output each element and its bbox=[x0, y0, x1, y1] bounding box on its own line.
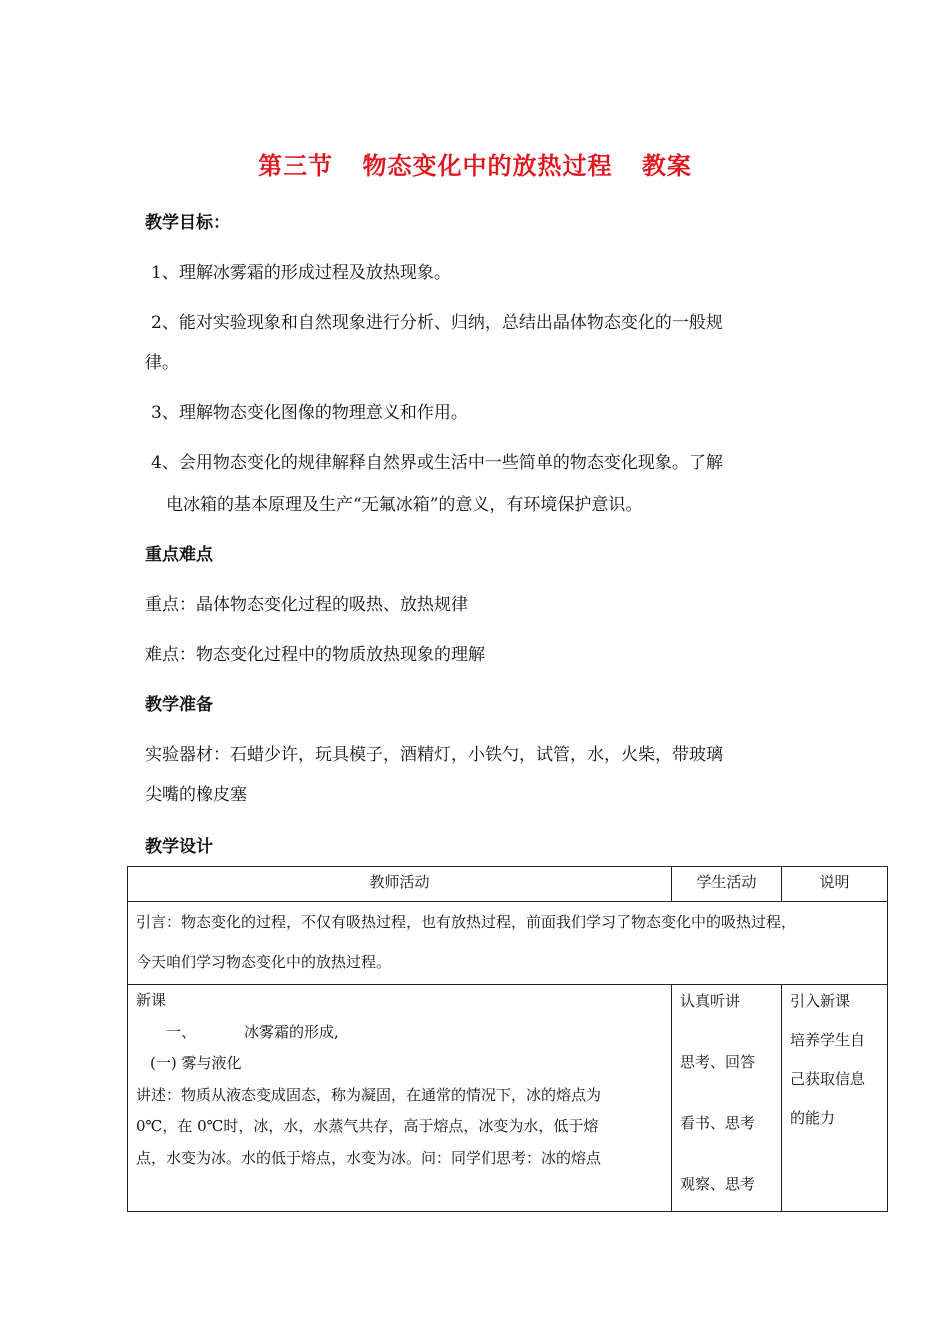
table-row-new-lesson bbox=[128, 985, 888, 1212]
teacher-line-new-lesson: 新课 bbox=[136, 991, 167, 1009]
notes-line-4: 的能力 bbox=[790, 1109, 836, 1127]
objective-3: 3、理解物态变化图像的物理意义和作用。 bbox=[151, 403, 468, 423]
teacher-line-lecture-1: 讲述：物质从液态变成固态，称为凝固，在通常的情况下，冰的熔点为 bbox=[136, 1085, 602, 1104]
preparation-line2: 尖嘴的橡皮塞 bbox=[145, 785, 247, 805]
objective-1: 1、理解冰雾霜的形成过程及放热现象。 bbox=[151, 263, 451, 283]
teacher-activity-cell bbox=[128, 985, 672, 1212]
header-notes: 说明 bbox=[782, 867, 888, 902]
title-topic: 物态变化中的放热过程 bbox=[362, 152, 613, 180]
intro-line-2: 今天咱们学习物态变化中的放热过程。 bbox=[136, 953, 392, 971]
title-doc-type: 教案 bbox=[641, 152, 692, 180]
key-points-heading: 重点难点 bbox=[145, 545, 213, 565]
objective-2-line1: 2、能对实验现象和自然现象进行分析、归纳，总结出晶体物态变化的一般规 bbox=[151, 313, 723, 333]
teacher-line-lecture-3: 点，水变为冰。水的低于熔点，水变为冰。问：同学们思考：冰的熔点 bbox=[136, 1148, 602, 1167]
objective-2-line2: 律。 bbox=[145, 353, 179, 373]
student-activity-cell bbox=[672, 985, 782, 1212]
student-line-2: 思考、回答 bbox=[680, 1053, 756, 1071]
teacher-line-subsection: (一) 雾与液化 bbox=[150, 1054, 242, 1072]
key-point-difficulty: 难点：物态变化过程中的物质放热现象的理解 bbox=[145, 645, 485, 665]
page-title bbox=[0, 146, 950, 181]
student-line-1: 认真听讲 bbox=[680, 992, 741, 1010]
objective-4-line2: 电冰箱的基本原理及生产“无氟冰箱”的意义，有环境保护意识。 bbox=[166, 495, 643, 515]
intro-cell bbox=[128, 902, 888, 985]
teacher-line-lecture-2: 0℃，在 0℃时，冰，水，水蒸气共存，高于熔点，冰变为水，低于熔 bbox=[136, 1117, 599, 1135]
preparation-heading: 教学准备 bbox=[145, 695, 213, 715]
table-header-row bbox=[128, 867, 888, 902]
student-line-4: 观察、思考 bbox=[680, 1175, 756, 1193]
preparation-line1: 实验器材：石蜡少许，玩具模子，酒精灯，小铁勺，试管，水，火柴，带玻璃 bbox=[145, 745, 723, 765]
design-heading: 教学设计 bbox=[145, 837, 213, 857]
notes-line-2: 培养学生自 bbox=[790, 1031, 866, 1049]
teacher-line-section-1 bbox=[136, 1017, 663, 1049]
header-student-activity: 学生活动 bbox=[672, 867, 782, 902]
objective-4-line1: 4、会用物态变化的规律解释自然界或生活中一些简单的物态变化现象。了解 bbox=[151, 453, 723, 473]
intro-line-1: 引言：物态变化的过程，不仅有吸热过程，也有放热过程，前面我们学习了物态变化中的吸热过程， bbox=[136, 913, 797, 931]
lesson-table bbox=[127, 866, 888, 1212]
section-title: 冰雾霜的形成, bbox=[244, 1022, 339, 1041]
key-point-focus: 重点：晶体物态变化过程的吸热、放热规律 bbox=[145, 595, 468, 615]
table-row-intro bbox=[128, 902, 888, 985]
objectives-heading: 教学目标： bbox=[145, 213, 230, 233]
notes-line-3: 己获取信息 bbox=[790, 1070, 866, 1088]
title-section: 第三节 bbox=[258, 152, 334, 180]
notes-line-1: 引入新课 bbox=[790, 992, 851, 1010]
student-line-3: 看书、思考 bbox=[680, 1114, 756, 1132]
section-number: 一、 bbox=[166, 1022, 197, 1041]
header-teacher-activity: 教师活动 bbox=[128, 867, 672, 902]
notes-cell bbox=[782, 985, 888, 1212]
